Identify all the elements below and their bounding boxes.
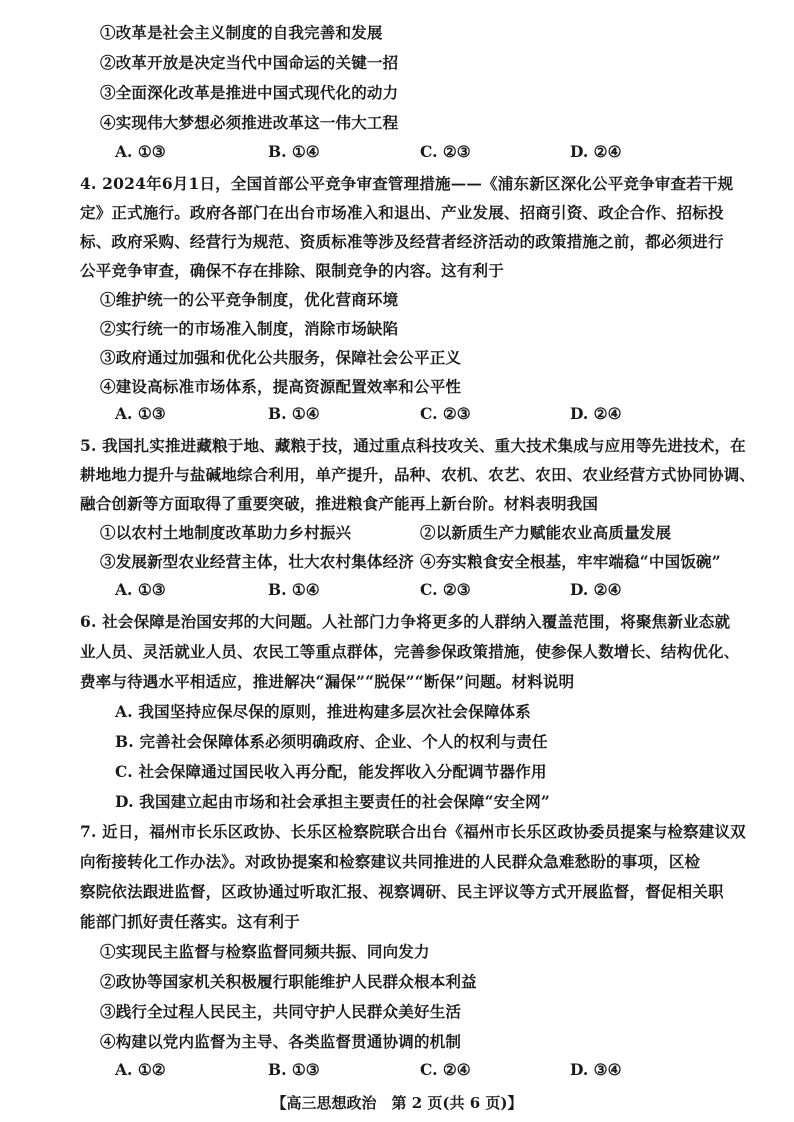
q4-stem-line-2: 定》正式施行。政府各部门在出台市场准入和退出、产业发展、招商引资、政企合作、招标投	[80, 203, 724, 222]
q4-item-3: ③政府通过加强和优化公共服务，保障社会公平正义	[100, 348, 462, 367]
q7-item-1: ①实现民主监督与检察监督同频共振、同向发力	[100, 942, 430, 961]
q3-option-b: B. ①④	[268, 142, 320, 161]
q7-stem-line-2: 向衔接转化工作办法》。对政协提案和检察建议共同推进的人民群众急难愁盼的事项，区检	[80, 852, 701, 871]
q4-stem-line-1: 4. 2024年6月1日，全国首部公平竞争审查管理措施——《浦东新区深化公平竞争审查若干规	[80, 174, 734, 193]
q5-option-a: A. ①③	[115, 580, 166, 599]
q5-option-b: B. ①④	[268, 580, 320, 599]
q4-stem-line-4: 公平竞争审查，确保不存在排除、限制竞争的内容。这有利于	[80, 261, 504, 280]
q7-option-c: C. ②④	[420, 1060, 471, 1079]
q4-option-a: A. ①③	[115, 404, 166, 423]
q6-option-d: D. 我国建立起由市场和社会承担主要责任的社会保障“安全网”	[115, 792, 551, 811]
q6-option-c: C. 社会保障通过国民收入再分配，能发挥收入分配调节器作用	[115, 762, 547, 781]
q6-option-a: A. 我国坚持应保尽保的原则，推进构建多层次社会保障体系	[115, 702, 531, 721]
q4-option-c: C. ②③	[420, 404, 471, 423]
q6-stem-line-3: 费率与待遇水平相适应，推进解决“漏保”“脱保”“断保”问题。材料说明	[80, 672, 575, 691]
q3-item-2: ②改革开放是决定当代中国命运的关键一招	[100, 53, 399, 72]
page-footer: 【高三思想政治 第 2 页(共 6 页)】	[271, 1094, 523, 1112]
q3-item-3: ③全面深化改革是推进中国式现代化的动力	[100, 83, 399, 102]
q3-option-d: D. ②④	[570, 142, 622, 161]
q5-stem-line-3: 融合创新等方面取得了重要突破，推进粮食产能再上新台阶。材料表明我国	[80, 494, 599, 513]
q4-stem-line-3: 标、政府采购、经营行为规范、资质标准等涉及经营者经济活动的政策措施之前，都必须进行	[80, 232, 724, 251]
q5-item-3: ③发展新型农业经营主体，壮大农村集体经济	[100, 552, 415, 571]
q7-item-3: ③践行全过程人民民主，共同守护人民群众美好生活	[100, 1002, 462, 1021]
q7-stem-line-3: 察院依法跟进监督，区政协通过听取汇报、视察调研、民主评议等方式开展监督，督促相关职	[80, 882, 724, 901]
q5-item-2: ②以新质生产力赋能农业高质量发展	[420, 523, 672, 542]
q4-item-4: ④建设高标准市场体系，提高资源配置效率和公平性	[100, 377, 462, 396]
q4-option-b: B. ①④	[268, 404, 320, 423]
q7-item-4: ④构建以党内监督为主导、各类监督贯通协调的机制	[100, 1032, 462, 1051]
q6-stem-line-2: 业人员、灵活就业人员、农民工等重点群体，完善参保政策措施，使参保人数增长、结构优化、	[80, 642, 740, 661]
q7-stem-line-4: 能部门抓好责任落实。这有利于	[80, 912, 300, 931]
q7-option-a: A. ①②	[115, 1060, 166, 1079]
q7-item-2: ②政协等国家机关积极履行职能维护人民群众根本利益	[100, 972, 477, 991]
q7-option-b: B. ①③	[268, 1060, 320, 1079]
q5-option-d: D. ②④	[570, 580, 622, 599]
q6-option-b: B. 完善社会保障体系必须明确政府、企业、个人的权利与责任	[115, 732, 548, 751]
q5-stem-line-1: 5. 我国扎实推进藏粮于地、藏粮于技，通过重点科技攻关、重大技术集成与应用等先进技术，在	[80, 436, 746, 455]
q5-option-c: C. ②③	[420, 580, 471, 599]
q3-item-1: ①改革是社会主义制度的自我完善和发展	[100, 23, 383, 42]
q5-item-1: ①以农村土地制度改革助力乡村振兴	[100, 523, 352, 542]
q5-stem-line-2: 耕地地力提升与盐碱地综合利用，单产提升，品种、农机、农艺、农田、农业经营方式协同协调、	[80, 465, 756, 484]
q3-item-4: ④实现伟大梦想必须推进改革这一伟大工程	[100, 113, 399, 132]
q7-option-d: D. ③④	[570, 1060, 622, 1079]
q4-option-d: D. ②④	[570, 404, 622, 423]
q4-item-1: ①维护统一的公平竞争制度，优化营商环境	[100, 290, 399, 309]
q3-option-c: C. ②③	[420, 142, 471, 161]
q6-stem-line-1: 6. 社会保障是治国安邦的大问题。人社部门力争将更多的人群纳入覆盖范围，将聚焦新业态就	[80, 612, 731, 631]
q5-item-4: ④夯实粮食安全根基，牢牢端稳“中国饭碗”	[420, 552, 721, 571]
q3-option-a: A. ①③	[115, 142, 166, 161]
q7-stem-line-1: 7. 近日，福州市长乐区政协、长乐区检察院联合出台《福州市长乐区政协委员提案与检察建议双	[80, 822, 746, 841]
q4-item-2: ②实行统一的市场准入制度，消除市场缺陷	[100, 319, 399, 338]
